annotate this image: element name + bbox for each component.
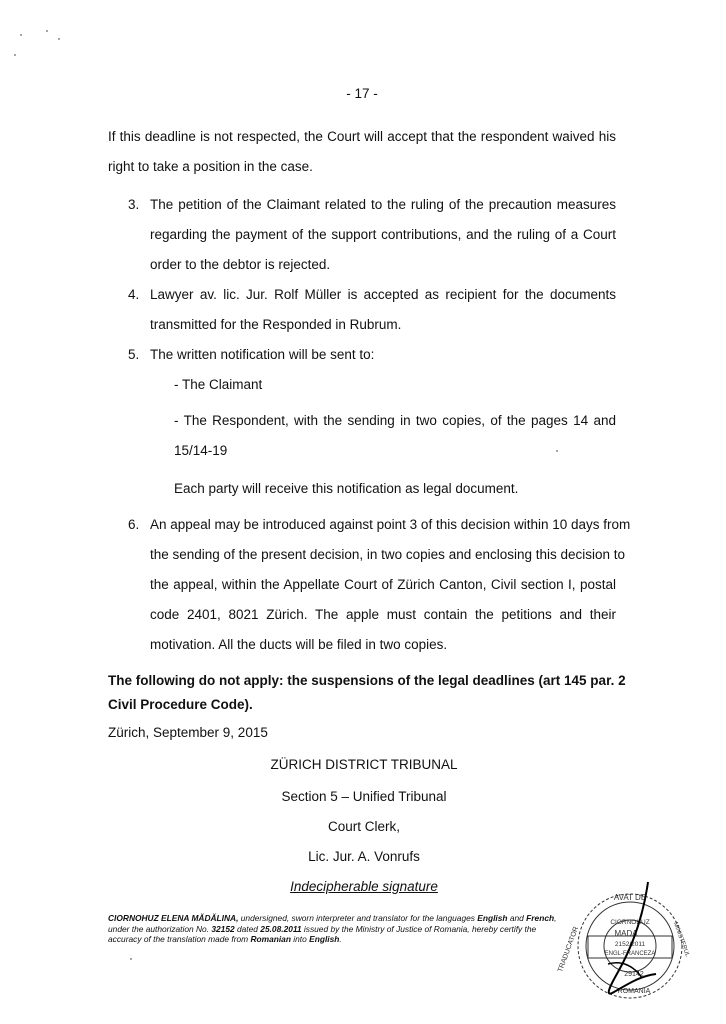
- item-3-line-1: The petition of the Claimant related to the ruling of the precaution measures: [150, 197, 616, 212]
- intro-line-1: If this deadline is not respected, the Court will accept that the respondent waived his: [108, 129, 616, 144]
- intro-line-2: right to take a position in the case.: [108, 159, 313, 174]
- translator-certification: [108, 913, 578, 945]
- item-3-line-3: order to the debtor is rejected.: [150, 257, 331, 272]
- item-4-line-2: transmitted for the Responded in Rubrum.: [150, 317, 402, 332]
- item-6-number: 6.: [128, 517, 140, 532]
- item-5-line-1: The written notification will be sent to:: [150, 347, 375, 362]
- item-4-number: 4.: [128, 287, 140, 302]
- authorization-date: 25.08.2011: [260, 923, 302, 934]
- item-6-line-3: the appeal, within the Appellate Court of Zürich Canton, Civil section I, postal: [150, 577, 616, 592]
- notify-each-party: Each party will receive this notification as legal document.: [174, 481, 519, 496]
- scan-speck: [20, 34, 22, 36]
- item-6-line-5: motivation. All the ducts will be filed in two copies.: [150, 637, 448, 652]
- footer-text: dated: [234, 923, 261, 934]
- signature-text: Indecipherable signature: [290, 879, 438, 894]
- court-section: Section 5 – Unified Tribunal: [281, 789, 447, 804]
- stamp-right-text: MINISTERUL: [671, 921, 690, 958]
- stamp-center-5: 29142: [624, 971, 644, 978]
- court-name: ZÜRICH DISTRICT TRIBUNAL: [270, 757, 458, 772]
- item-3-number: 3.: [128, 197, 140, 212]
- item-6-line-4: code 2401, 8021 Zürich. The apple must contain the petitions and their: [150, 607, 616, 622]
- item-6-line-1: An appeal may be introduced against point 3 of this decision within 10 days from: [150, 517, 631, 532]
- item-4-line-1: Lawyer av. lic. Jur. Rolf Müller is accepted as recipient for the documents: [150, 287, 616, 302]
- item-6-line-2: the sending of the present decision, in two copies and enclosing this decision to: [150, 547, 626, 562]
- footer-language: French: [526, 913, 555, 923]
- scan-speck: [58, 38, 60, 40]
- translator-stamp: [548, 880, 688, 1005]
- notify-respondent-line-2: 15/14-19: [174, 443, 228, 458]
- stamp-center-4: ENGL-FRANCEZA: [604, 951, 656, 957]
- stamp-center-3: 2152/2011: [614, 941, 646, 948]
- stamp-center-1: CIORNOHUZ: [610, 919, 650, 926]
- place-date: Zürich, September 9, 2015: [108, 725, 268, 740]
- footer-text: into: [290, 934, 310, 944]
- notify-respondent-line-1: - The Respondent, with the sending in two copies, of the pages 14 and: [174, 413, 616, 428]
- scan-speck: [14, 54, 16, 56]
- footer-text: accuracy of the translation made from: [108, 934, 251, 944]
- target-language: English: [309, 934, 340, 944]
- bold-notice-line-2: Civil Procedure Code).: [108, 697, 253, 712]
- footer-text: .: [339, 934, 342, 944]
- footer-text: ,: [554, 913, 557, 923]
- footer-text: and: [507, 913, 527, 923]
- item-5-number: 5.: [128, 347, 140, 362]
- footer-language: English: [477, 913, 508, 923]
- authorization-number: 32152: [211, 923, 235, 934]
- stamp-left-text: TRADUCATOR: [557, 925, 581, 974]
- source-language: Romanian: [250, 934, 291, 944]
- scan-speck: [130, 958, 132, 960]
- item-3-line-2: regarding the payment of the support contributions, and the ruling of a Court: [150, 227, 616, 242]
- stamp-center-2: MADA: [614, 929, 638, 938]
- footer-text: undersigned, sworn interpreter and translator for the languages: [238, 913, 478, 923]
- bold-notice-line-1: The following do not apply: the suspensions of the legal deadlines (art 145 par. 2: [108, 673, 626, 688]
- clerk-role: Court Clerk,: [327, 819, 400, 834]
- footer-text: issued by the Ministry of Justice of Romania, hereby certify the: [301, 923, 537, 934]
- scan-speck: [46, 30, 48, 32]
- clerk-name: Lic. Jur. A. Vonrufs: [308, 849, 420, 864]
- scan-speck: [556, 450, 558, 452]
- translator-name: CIORNOHUZ ELENA MĂDĂLINA,: [108, 913, 239, 923]
- notify-claimant: - The Claimant: [174, 377, 263, 392]
- footer-text: under the authorization No.: [108, 923, 212, 934]
- stamp-bottom-text: ROMANIA: [617, 988, 651, 995]
- stamp-top-text: AVAT DE: [613, 893, 647, 902]
- page-number: - 17 -: [346, 86, 378, 101]
